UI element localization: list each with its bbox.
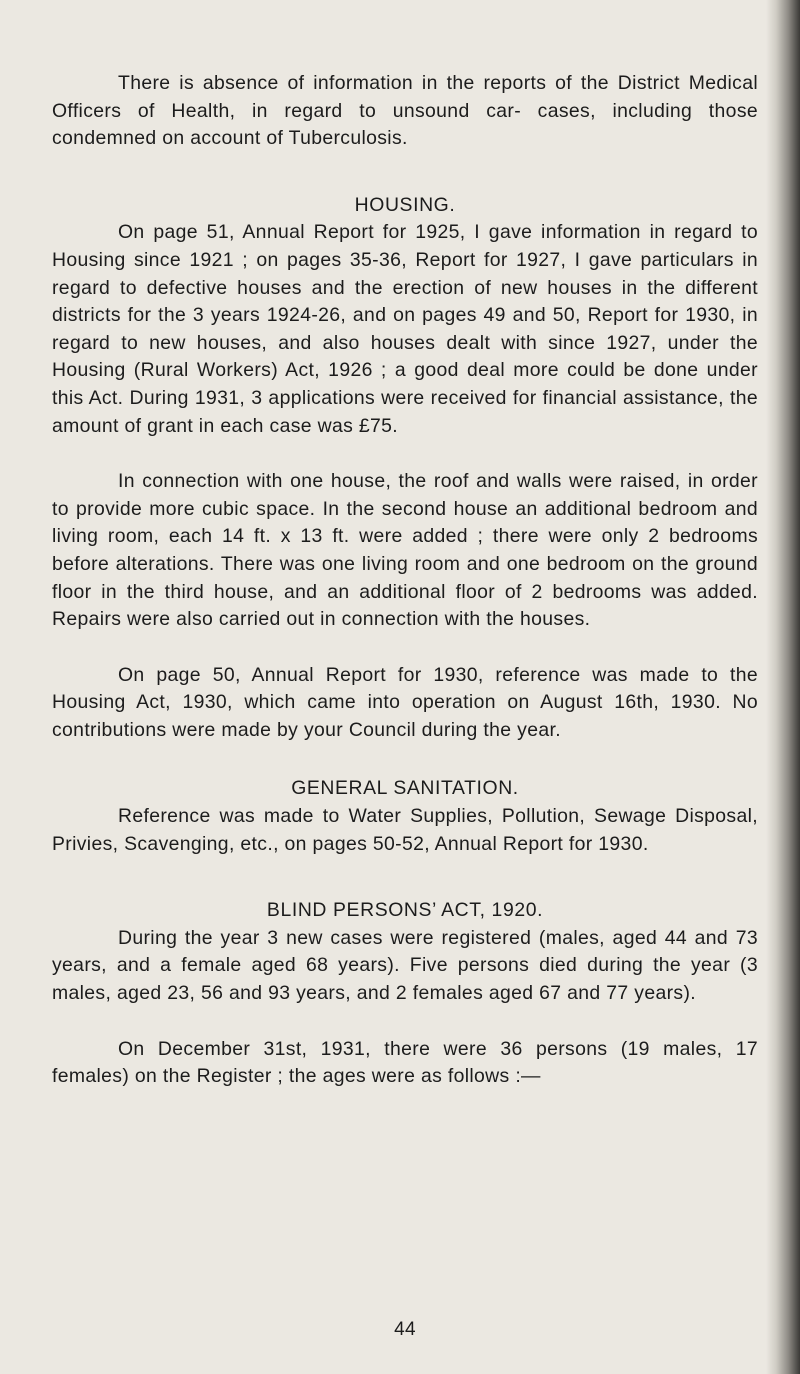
housing-heading: HOUSING. — [354, 193, 456, 216]
page-binding-edge — [766, 0, 800, 1374]
page-number: 44 — [394, 1319, 416, 1340]
document-page — [52, 70, 758, 1340]
housing-paragraph-3: On page 50, Annual Report for 1930, reference was made to the Housing Act, 1930, which came into operation on August 16th, 1930. No contributions were made by your Council during the year. — [52, 663, 758, 741]
blind-persons-paragraph-1: During the year 3 new cases were registered (males, aged 44 and 73 years, and a female aged 68 years). Five persons died during the year (3 males, aged 23, 56 and 93 years, and 2 females aged 67 and 77 years). — [52, 926, 758, 1005]
blind-persons-heading: BLIND PERSONS’ ACT, 1920. — [266, 899, 544, 922]
sanitation-heading: GENERAL SANITATION. — [291, 777, 519, 800]
sanitation-paragraph: Reference was made to Water Supplies, Pollution, Sewage Disposal, Privies, Scavenging, etc., on pages 50-52, Annual Report for 1930. — [52, 805, 758, 855]
housing-paragraph-1: On page 51, Annual Report for 1925, I gave information in regard to Housing since 1921 ; on pages 35-36, Report for 1927, I gave particulars in regard to defective houses and the erection of new houses in the different districts for the 3 years 1924-26, and on pages 49 and 50, Report for 1930, in regard to new houses, and also houses dealt with since 1927, under the Housing (Rural Workers) Act, 1926 ; a good deal more could be done under this Act. During 1931, 3 applications were received for financial assistance, the amount of grant in each case was £75. — [52, 221, 758, 437]
blind-persons-paragraph-2: On December 31st, 1931, there were 36 persons (19 males, 17 females) on the Register ; the ages were as follows :— — [52, 1037, 758, 1088]
housing-paragraph-2: In connection with one house, the roof and walls were raised, in order to provide more cubic space. In the second house an additional bedroom and living room, each 14 ft. x 13 ft. were added ; there were only 2 bedrooms before alterations. There was one living room and one bedroom on the ground floor in the third house, and an additional floor of 2 bedrooms was added. Repairs were also carried out in connection with the houses. — [52, 470, 758, 631]
intro-paragraph: There is absence of information in the reports of the District Medical Officers of Health, in regard to unsound car- cases, including those condemned on account of Tuberculosis. — [52, 72, 758, 150]
